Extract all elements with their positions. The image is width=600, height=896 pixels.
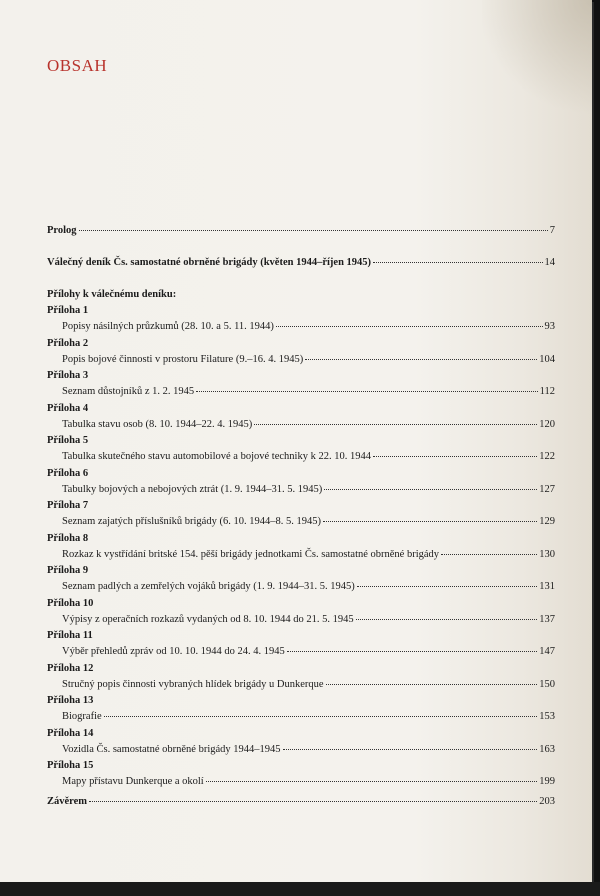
- appendix-section-heading: Přílohy k válečnému deníku:: [47, 289, 177, 300]
- toc-entry-appendix-14[interactable]: [62, 744, 555, 756]
- appendix-heading: Příloha 14: [47, 727, 94, 739]
- toc-entry-label: Výběr přehledů zpráv od 10. 10. 1944 do 24. 4. 1945: [62, 646, 285, 657]
- dot-leader: [373, 455, 537, 457]
- toc-entry-page: 7: [549, 225, 555, 236]
- appendix-heading: Příloha 9: [47, 565, 89, 576]
- toc-entry-label: Popis bojové činnosti v prostoru Filature (9.–16. 4. 1945): [62, 353, 304, 365]
- appendix-heading: Příloha 7: [47, 500, 89, 511]
- toc-entry-closing[interactable]: [47, 796, 555, 808]
- appendix-heading: Příloha 5: [47, 435, 89, 446]
- toc-entry-appendix-9[interactable]: [62, 581, 555, 593]
- scan-border: [0, 882, 600, 896]
- toc-entry-label: Tabulka skutečného stavu automobilové a bojové techniky k 22. 10. 1944: [62, 451, 371, 462]
- toc-entry-page: 131: [539, 581, 555, 592]
- dot-leader: [104, 715, 538, 717]
- toc-entry-page: 104: [539, 353, 555, 365]
- toc-entry-label: Stručný popis činnosti vybraných hlídek brigády u Dunkerque: [62, 678, 324, 690]
- toc-entry-label: Tabulka stavu osob (8. 10. 1944–22. 4. 1945): [62, 418, 253, 430]
- toc-entry-label: Vozidla Čs. samostatné obrněné brigády 1944–1945: [62, 743, 281, 755]
- toc-entry-page: 199: [539, 776, 555, 787]
- toc-entry-label: Biografie: [62, 711, 102, 722]
- toc-entry-page: 137: [539, 613, 555, 625]
- dot-leader: [326, 683, 538, 685]
- dot-leader: [305, 358, 537, 360]
- toc-entry-appendix-6[interactable]: [62, 484, 555, 496]
- dot-leader: [324, 488, 537, 490]
- toc-entry-page: 127: [539, 483, 555, 495]
- appendix-heading: Příloha 2: [47, 337, 89, 349]
- toc-entry-appendix-10[interactable]: [62, 614, 555, 626]
- dot-leader: [196, 390, 538, 392]
- toc-entry-prolog[interactable]: [47, 225, 555, 237]
- toc-entry-label: Mapy přístavu Dunkerque a okolí: [62, 776, 204, 787]
- appendix-heading: Příloha 15: [47, 760, 94, 771]
- appendix-heading: Příloha 13: [47, 695, 94, 706]
- dot-leader: [89, 800, 537, 802]
- dot-leader: [357, 585, 537, 587]
- dot-leader: [287, 650, 537, 652]
- toc-entry-appendix-4[interactable]: [62, 419, 555, 431]
- dot-leader: [79, 229, 548, 231]
- dot-leader: [276, 325, 543, 327]
- toc-entry-label: Popisy násilných průzkumů (28. 10. a 5. 11. 1944): [62, 321, 274, 332]
- appendix-heading: Příloha 4: [47, 402, 89, 414]
- appendix-heading: Příloha 12: [47, 662, 94, 674]
- toc-entry-page: 112: [539, 386, 555, 397]
- page-corner-shadow: [482, 0, 592, 120]
- page-title: OBSAH: [47, 56, 108, 75]
- toc-entry-appendix-15[interactable]: [62, 776, 555, 788]
- toc-entry-page: 150: [539, 678, 555, 690]
- toc-entry-appendix-8[interactable]: [62, 549, 555, 561]
- toc-entry-page: 122: [539, 451, 555, 462]
- toc-entry-appendix-12[interactable]: [62, 679, 555, 691]
- toc-entry-appendix-5[interactable]: [62, 451, 555, 463]
- toc-entry-page: 130: [539, 548, 555, 560]
- toc-entry-appendix-2[interactable]: [62, 354, 555, 366]
- appendix-heading: Příloha 8: [47, 532, 89, 544]
- toc-entry-label: Prolog: [47, 225, 77, 236]
- toc-entry-appendix-11[interactable]: [62, 646, 555, 658]
- toc-entry-page: 129: [539, 516, 555, 527]
- appendix-heading: Příloha 11: [47, 630, 93, 641]
- toc-entry-label: Válečný deník Čs. samostatné obrněné brigády (květen 1944–říjen 1945): [47, 257, 372, 268]
- toc-entry-label: Závěrem: [47, 796, 88, 807]
- dot-leader: [356, 618, 538, 620]
- toc-entry-page: 120: [539, 418, 555, 430]
- toc-entry-label: Tabulky bojových a nebojových ztrát (1. 9. 1944–31. 5. 1945): [62, 483, 323, 495]
- toc-entry-appendix-7[interactable]: [62, 516, 555, 528]
- toc-entry-war-diary[interactable]: [47, 257, 555, 269]
- toc-entry-page: 147: [539, 646, 555, 657]
- toc-entry-label: Seznam důstojníků z 1. 2. 1945: [62, 386, 195, 397]
- dot-leader: [254, 423, 537, 425]
- toc-entry-label: Seznam zajatých příslušníků brigády (6. 10. 1944–8. 5. 1945): [62, 516, 321, 527]
- dot-leader: [441, 553, 537, 555]
- appendix-heading: Příloha 10: [47, 597, 94, 609]
- toc-entry-label: Výpisy z operačních rozkazů vydaných od 8. 10. 1944 do 21. 5. 1945: [62, 613, 354, 625]
- toc-entry-appendix-1[interactable]: [62, 321, 555, 333]
- dot-leader: [283, 748, 538, 750]
- toc-entry-page: 153: [539, 711, 555, 722]
- appendix-heading: Příloha 3: [47, 370, 89, 381]
- toc-entry-appendix-3[interactable]: [62, 386, 555, 398]
- appendix-heading: Příloha 6: [47, 467, 89, 479]
- dot-leader: [323, 520, 537, 522]
- toc-entry-label: Seznam padlých a zemřelých vojáků brigády (1. 9. 1944–31. 5. 1945): [62, 581, 355, 592]
- toc-entry-page: 14: [544, 257, 555, 268]
- appendix-heading: Příloha 1: [47, 305, 89, 316]
- dot-leader: [373, 261, 542, 263]
- toc-entry-page: 203: [539, 796, 555, 807]
- toc-entry-label: Rozkaz k vystřídání britské 154. pěší brigády jednotkami Čs. samostatné obrněné brigády: [62, 548, 440, 560]
- toc-entry-page: 163: [539, 743, 555, 755]
- toc-entry-page: 93: [544, 321, 555, 332]
- dot-leader: [206, 780, 538, 782]
- toc-entry-appendix-13[interactable]: [62, 711, 555, 723]
